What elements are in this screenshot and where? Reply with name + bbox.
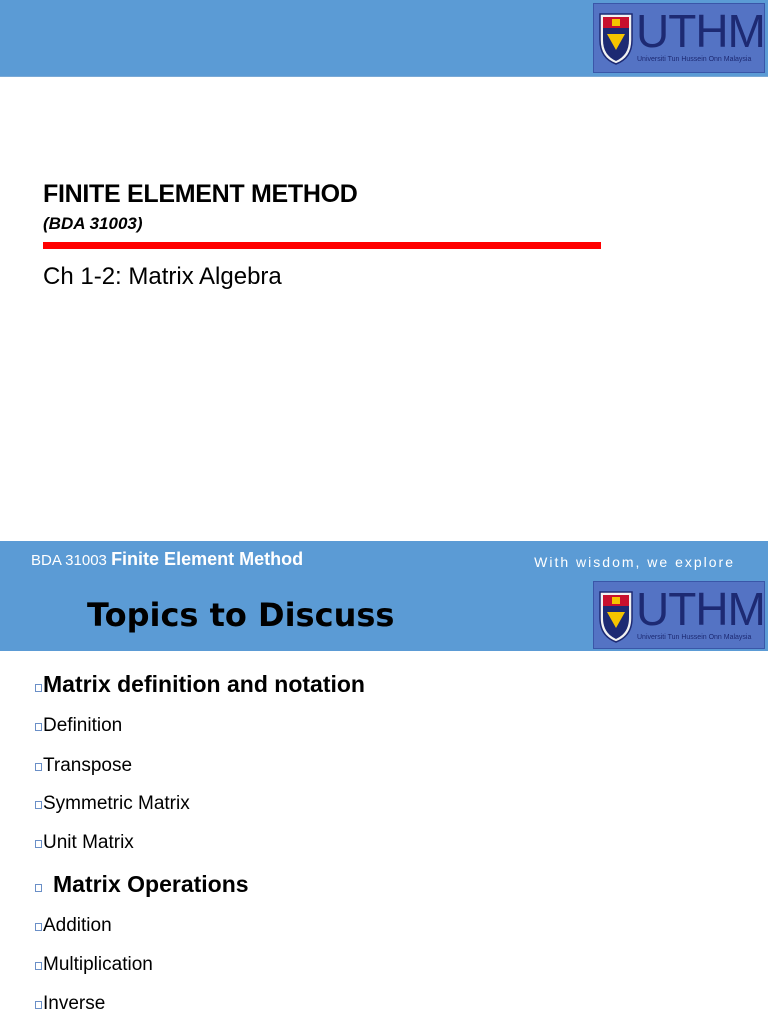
list-item: Multiplication — [35, 954, 153, 976]
bullet-icon — [35, 723, 42, 731]
bullet-icon — [35, 840, 42, 848]
logo-subtitle: Universiti Tun Hussein Onn Malaysia — [637, 634, 752, 641]
uthm-logo — [593, 581, 765, 649]
slide-title: Topics to Discuss — [87, 596, 395, 634]
logo-wordmark: UTHM — [636, 5, 765, 57]
crest-icon — [598, 10, 634, 66]
chapter-title: Ch 1-2: Matrix Algebra — [43, 263, 282, 290]
list-item: Symmetric Matrix — [35, 793, 190, 815]
uthm-logo — [593, 3, 765, 73]
list-item: Definition — [35, 715, 122, 737]
topics-slide — [0, 541, 768, 1024]
header-motto: With wisdom, we explore — [534, 554, 735, 570]
list-item: Matrix Operations — [35, 871, 249, 898]
course-title: FINITE ELEMENT METHOD — [43, 180, 358, 208]
bullet-icon — [35, 923, 42, 931]
bullet-icon — [35, 1001, 42, 1009]
list-item: Inverse — [35, 993, 105, 1015]
bullet-icon — [35, 801, 42, 809]
crest-icon — [598, 588, 634, 644]
accent-divider — [43, 242, 601, 249]
logo-wordmark: UTHM — [636, 583, 765, 635]
bullet-icon — [35, 884, 42, 892]
logo-subtitle: Universiti Tun Hussein Onn Malaysia — [637, 56, 752, 63]
list-item: Addition — [35, 915, 112, 937]
list-item: Transpose — [35, 755, 132, 777]
course-code: (BDA 31003) — [43, 214, 143, 233]
list-item: Unit Matrix — [35, 832, 134, 854]
bullet-icon — [35, 684, 42, 692]
bullet-icon — [35, 763, 42, 771]
bullet-icon — [35, 962, 42, 970]
header-course-label — [31, 549, 303, 570]
list-item: Matrix definition and notation — [35, 671, 365, 698]
header-course-code: BDA 31003 — [31, 552, 112, 569]
header-course-name: Finite Element Method — [111, 549, 304, 569]
